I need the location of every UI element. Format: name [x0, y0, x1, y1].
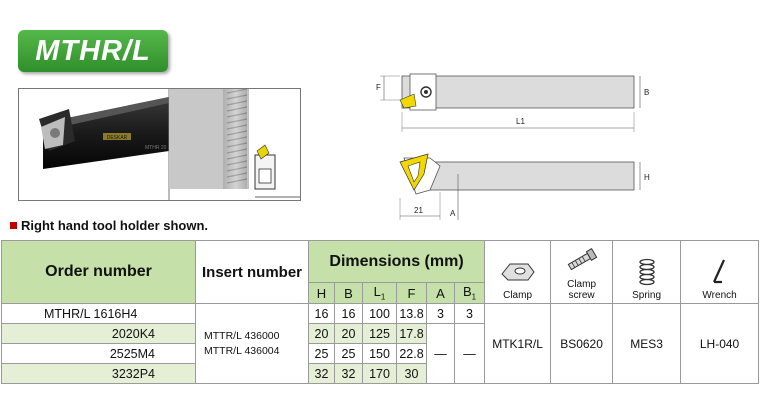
- header-dim-F: F: [397, 283, 427, 304]
- dim-A-dash: —: [427, 324, 455, 384]
- header-dim-B: B: [335, 283, 363, 304]
- dim-B: 25: [335, 344, 363, 364]
- holder-logo-text: DESKAR: [106, 135, 128, 141]
- clamp-icon: [498, 254, 538, 288]
- dim-F: 17.8: [397, 324, 427, 344]
- dim-F: 30: [397, 364, 427, 384]
- spec-table: [1, 240, 759, 384]
- order-number: 3232P4: [2, 364, 196, 384]
- dim-B1: 3: [455, 304, 485, 324]
- dim-label-A: A: [450, 209, 456, 218]
- header-insert-number: Insert number: [196, 241, 309, 304]
- header-clamp-screw: Clamp screw: [551, 241, 613, 304]
- tool-holder-photo: [19, 89, 301, 201]
- dim-label-21: 21: [414, 206, 423, 215]
- header-dim-H: H: [309, 283, 335, 304]
- clamp-value: MTK1R/L: [485, 304, 551, 384]
- clamp-screw-icon: [562, 243, 602, 277]
- spring-value: MES3: [613, 304, 681, 384]
- header-spring: Spring: [613, 241, 681, 304]
- dim-label-F: F: [376, 83, 381, 92]
- product-photo: [18, 88, 301, 201]
- wrench-icon: [700, 254, 740, 288]
- dim-L1: 150: [363, 344, 397, 364]
- header-dimensions: Dimensions (mm): [309, 241, 485, 283]
- header-dim-L1: $L_1$: [363, 283, 397, 304]
- dim-label-B: B: [644, 88, 650, 97]
- caption-bullet-icon: [10, 222, 17, 229]
- caption: Right hand tool holder shown.: [10, 218, 208, 233]
- table-row: [2, 304, 759, 324]
- dim-L1: 100: [363, 304, 397, 324]
- dim-B: 32: [335, 364, 363, 384]
- dim-H: 16: [309, 304, 335, 324]
- holder-side-view: [426, 162, 634, 190]
- screw-value: BS0620: [551, 304, 613, 384]
- order-number: MTHR/L 1616H4: [2, 304, 196, 324]
- dim-label-H: H: [644, 173, 650, 182]
- dim-F: 13.8: [397, 304, 427, 324]
- dim-L1: 170: [363, 364, 397, 384]
- dim-A: 3: [427, 304, 455, 324]
- dim-B: 20: [335, 324, 363, 344]
- insert-numbers: MTTR/L 436000 MTTR/L 436004: [196, 304, 309, 384]
- product-badge: MTHR/L: [18, 30, 168, 72]
- header-wrench: Wrench: [681, 241, 759, 304]
- technical-drawing: [370, 62, 650, 232]
- dim-H: 25: [309, 344, 335, 364]
- dim-B1-dash: —: [455, 324, 485, 384]
- header-order-number: Order number: [2, 241, 196, 304]
- spring-icon: [627, 254, 667, 288]
- header-dim-B1: $B_1$: [455, 283, 485, 304]
- dim-H: 20: [309, 324, 335, 344]
- order-number: 2020K4: [2, 324, 196, 344]
- holder-top-view: [402, 76, 634, 108]
- dim-label-L1: L1: [516, 117, 525, 126]
- dim-F: 22.8: [397, 344, 427, 364]
- order-number: 2525M4: [2, 344, 196, 364]
- holder-mark-text: MTHR 20: [145, 145, 167, 151]
- dim-B: 16: [335, 304, 363, 324]
- header-clamp: Clamp: [485, 241, 551, 304]
- header-dim-A: A: [427, 283, 455, 304]
- dim-L1: 125: [363, 324, 397, 344]
- dim-H: 32: [309, 364, 335, 384]
- wrench-value: LH-040: [681, 304, 759, 384]
